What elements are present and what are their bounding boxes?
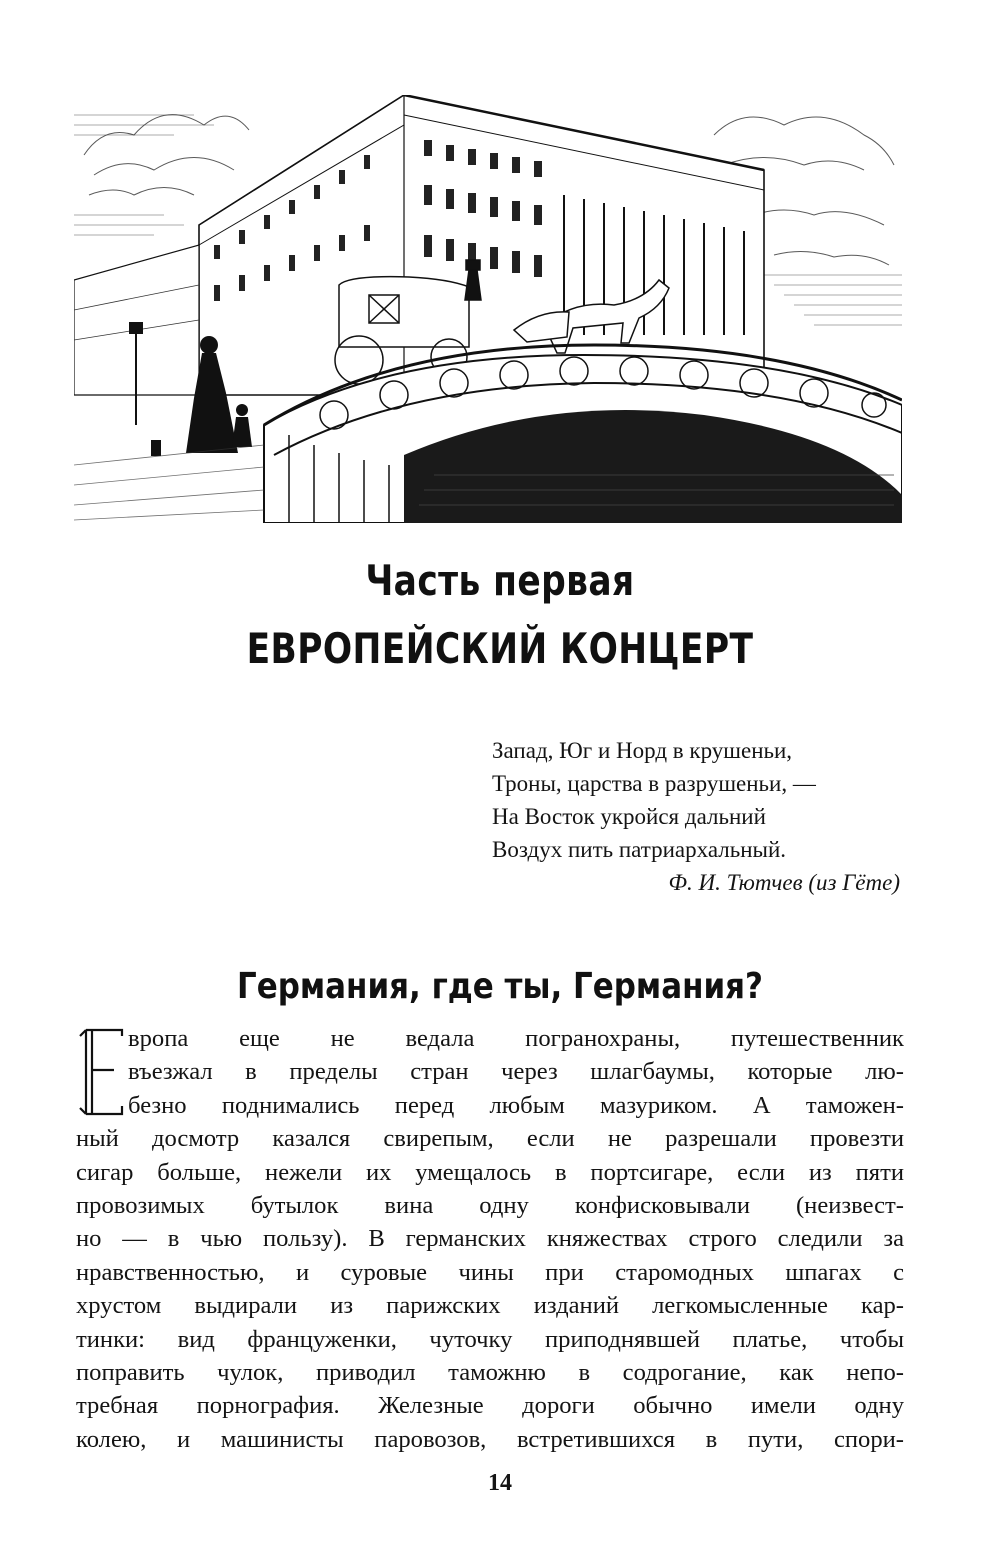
text-line: нравственностью, и суровые чины при старомодных шпагах с: [76, 1258, 904, 1286]
body-text: [76, 1022, 904, 1456]
text-line: хрустом выдирали из парижских изданий легкомысленные кар-: [76, 1292, 904, 1320]
epigraph-line: Троны, царства в разрушеньи, —: [492, 771, 816, 796]
part-title: Часть первая: [365, 556, 635, 605]
text-line: сигар больше, нежели их умещалось в портсигаре, если из пяти: [76, 1158, 904, 1186]
text-line: колею, и машинисты паровозов, встретившихся в пути, спори-: [76, 1425, 904, 1453]
epigraph-line: Воздух пить патриархальный.: [492, 837, 787, 862]
part-subtitle: ЕВРОПЕЙСКИЙ КОНЦЕРТ: [246, 624, 754, 673]
epigraph-line: На Восток укройся дальний: [492, 804, 766, 829]
text-line: въезжал в пределы стран через шлагбаумы, которые лю-: [128, 1058, 904, 1086]
epigraph-line: Запад, Юг и Норд в крушеньи,: [492, 738, 793, 763]
text-line: безно поднимались перед любым мазуриком. А таможен-: [128, 1091, 904, 1119]
chapter-title: Германия, где ты, Германия?: [236, 966, 764, 1007]
page-number: 14: [488, 1470, 512, 1496]
text-line: тинки: вид француженки, чуточку приподнявшей платье, чтобы: [76, 1325, 904, 1353]
engraving-illustration: [74, 95, 902, 523]
epigraph: [492, 734, 912, 899]
text-line: вропа еще не ведала погранохраны, путешественник: [128, 1025, 904, 1052]
text-line: требная порнография. Железные дороги обычно имели одну: [76, 1392, 904, 1420]
text-line: провозимых бутылок вина одну конфисковывали (неизвест-: [76, 1191, 904, 1219]
text-line: но — в чью пользу). В германских княжествах строго следили за: [76, 1225, 904, 1253]
epigraph-author: Ф. И. Тютчев (из Гёте): [668, 870, 900, 895]
text-line: ный досмотр казался свирепым, если не разрешали провезти: [76, 1125, 904, 1153]
text-line: поправить чулок, приводил таможню в содрогание, как непо-: [76, 1358, 904, 1386]
